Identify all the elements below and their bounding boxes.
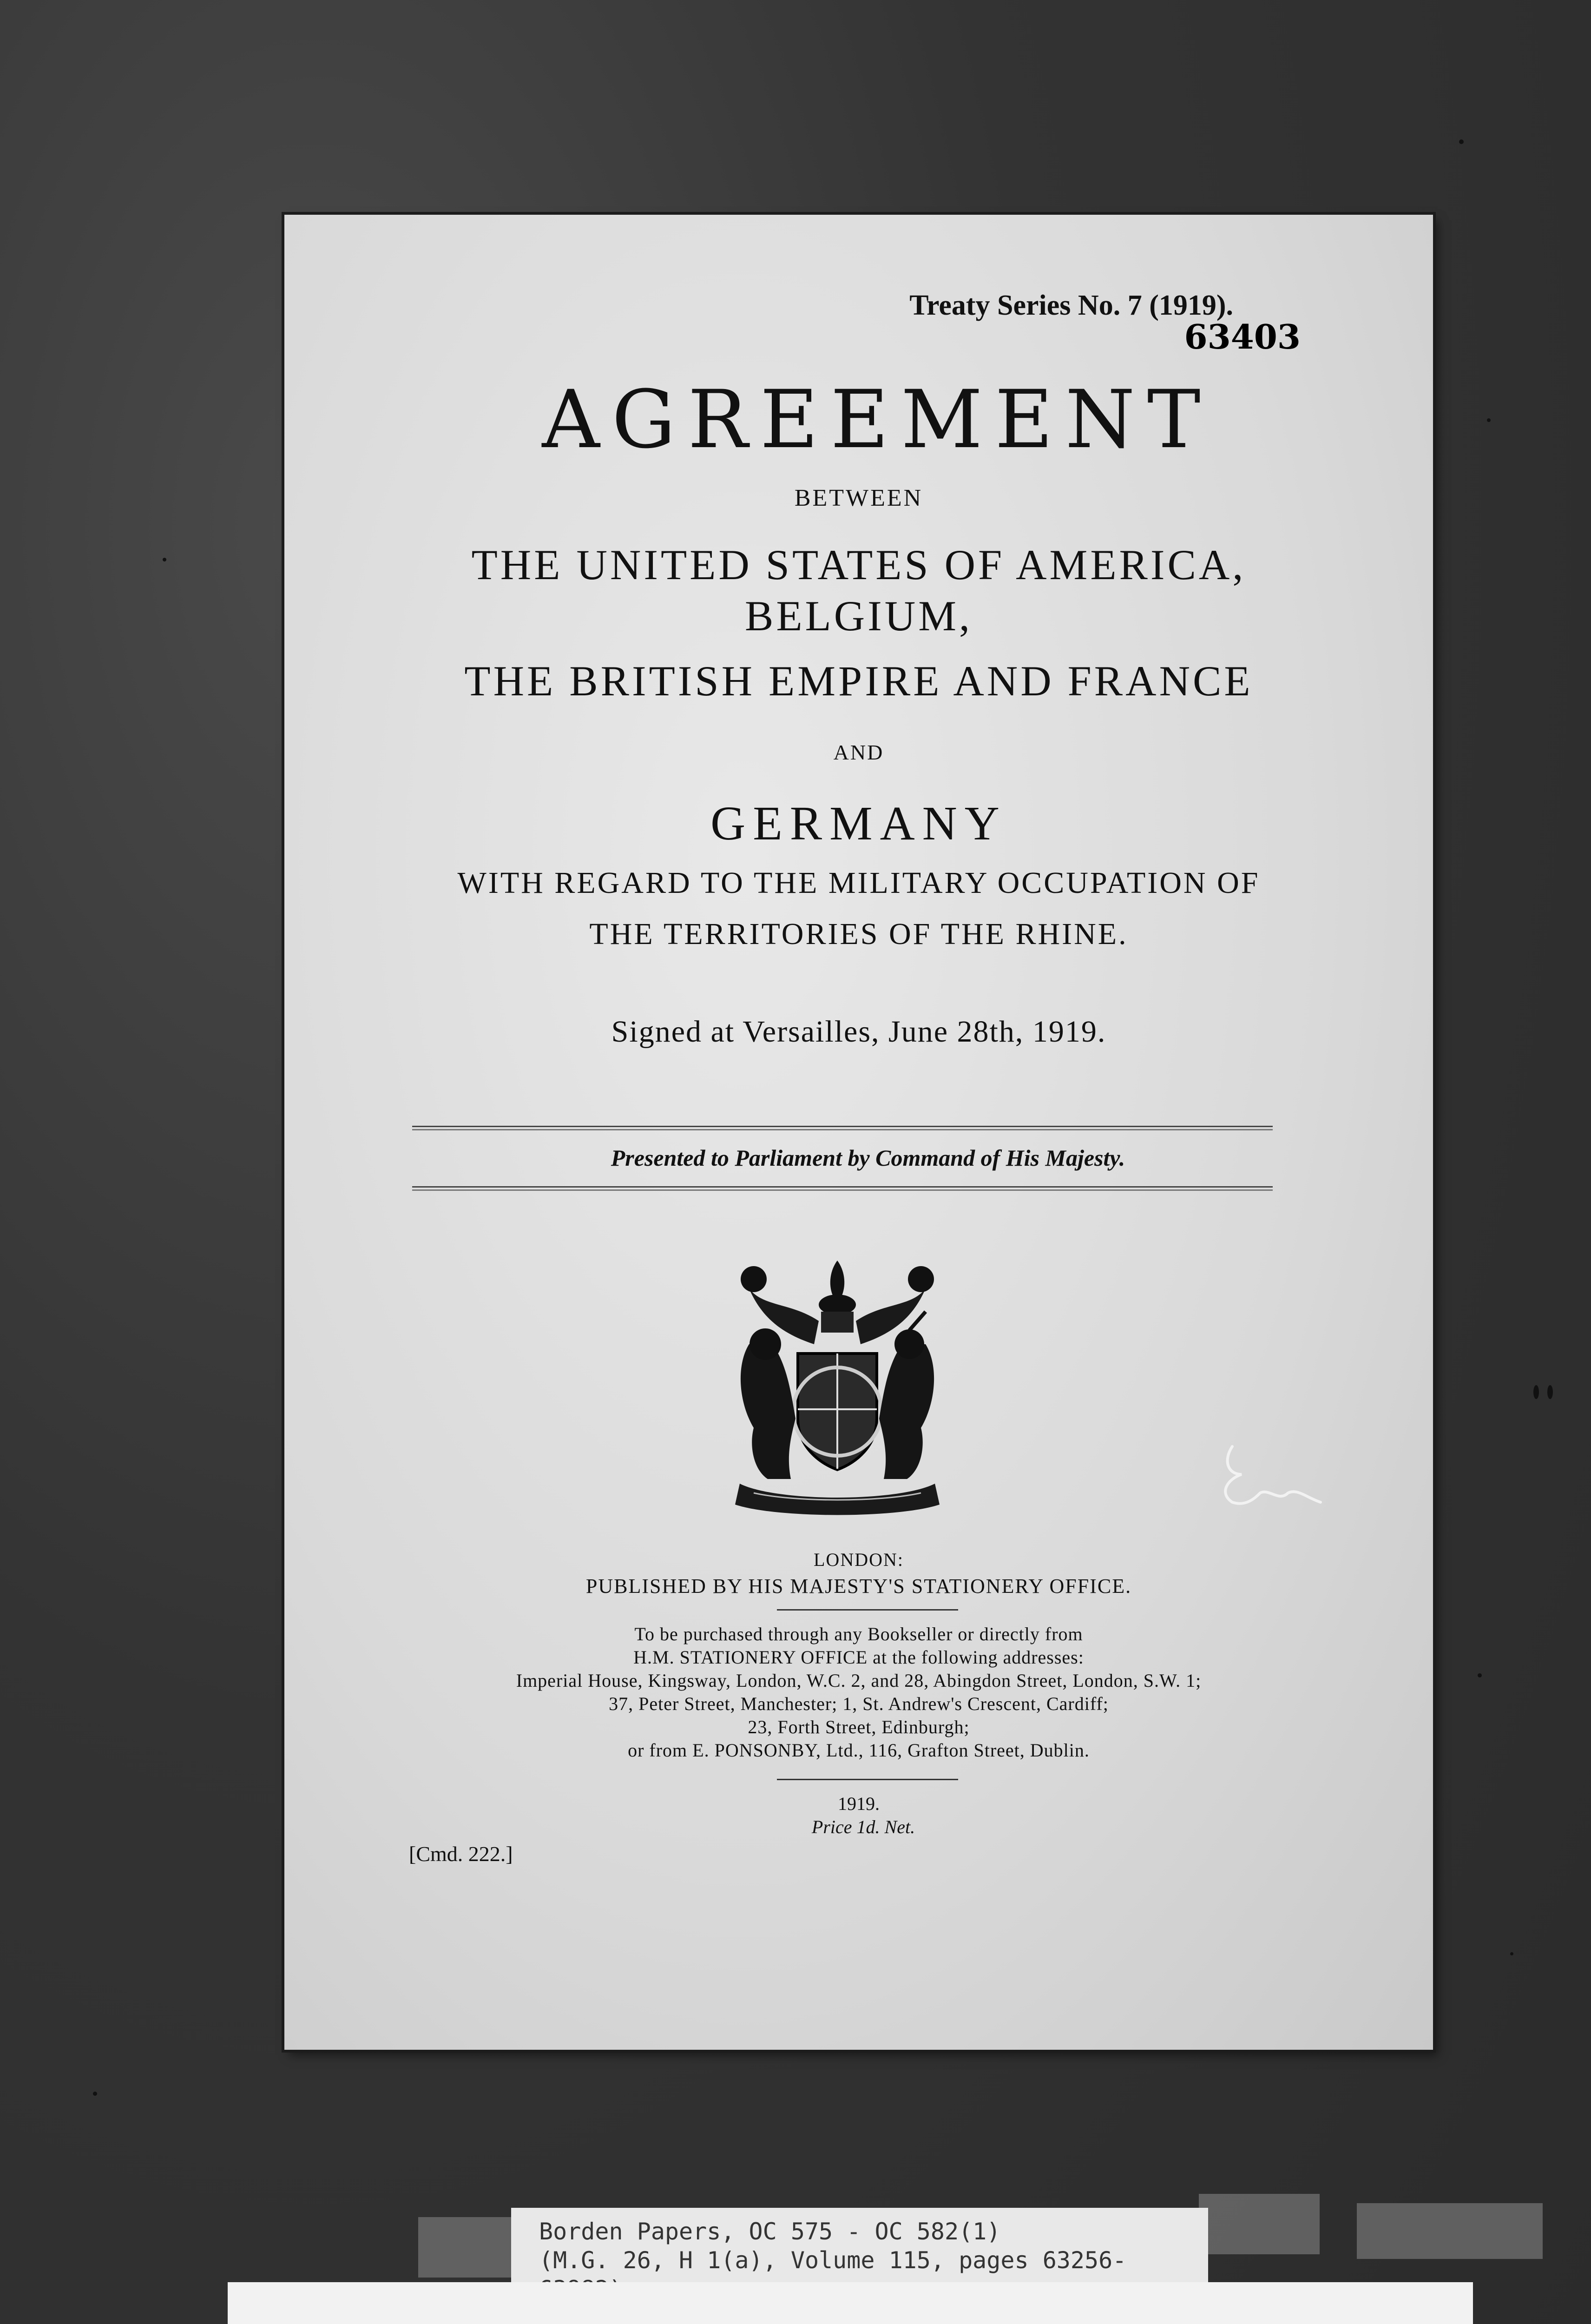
party-line-1: THE UNITED STATES OF AMERICA,	[471, 541, 1246, 588]
price-line: Price 1d. Net.	[811, 1816, 915, 1837]
publisher-line: PUBLISHED BY HIS MAJESTY'S STATIONERY OFFICE.	[585, 1575, 1132, 1598]
stamped-page-number: 63403	[1184, 317, 1301, 357]
double-rule-top	[412, 1126, 1273, 1130]
and-label: AND	[833, 740, 884, 764]
archive-reference-label	[511, 2208, 1208, 2287]
presented-line: Presented to Parliament by Command of His Majesty.	[611, 1145, 1125, 1171]
label-line-2: (M.G. 26, H 1(a), Volume 115, pages 63256-	[539, 2247, 1127, 2274]
background-speckle	[1487, 418, 1491, 422]
address-line: Imperial House, Kingsway, London, W.C. 2, and 28, Abingdon Street, London, S.W. 1;	[516, 1670, 1202, 1691]
address-line: H.M. STATIONERY OFFICE at the following addresses:	[633, 1647, 1084, 1668]
document-title: AGREEMENT	[542, 373, 1213, 466]
signed-line: Signed at Versailles, June 28th, 1919.	[611, 1015, 1106, 1049]
royal-coat-of-arms-icon	[721, 1251, 953, 1521]
tape-strip	[418, 2217, 525, 2278]
subject-line-1: WITH REGARD TO THE MILITARY OCCUPATION OF	[457, 866, 1260, 900]
party-line-2: BELGIUM,	[744, 592, 973, 640]
between-label: BETWEEN	[794, 485, 923, 511]
handwritten-pencil-mark	[1214, 1442, 1335, 1516]
tape-strip	[1199, 2194, 1320, 2254]
document-page	[284, 215, 1433, 2050]
background-speckle	[1510, 1952, 1513, 1955]
background-speckle	[1533, 1385, 1539, 1399]
background-speckle	[93, 2092, 97, 2096]
background-speckle	[1459, 139, 1464, 144]
archive-card	[228, 2282, 1473, 2324]
short-rule-bottom	[777, 1779, 958, 1780]
address-line: 37, Peter Street, Manchester; 1, St. Andrew's Crescent, Cardiff;	[609, 1693, 1109, 1714]
publication-year: 1919.	[838, 1793, 880, 1814]
subject-line-2: THE TERRITORIES OF THE RHINE.	[589, 917, 1128, 951]
background-speckle	[163, 558, 166, 561]
treaty-series-number: Treaty Series No. 7 (1919).	[909, 290, 1233, 321]
address-line: 23, Forth Street, Edinburgh;	[748, 1717, 970, 1737]
background-speckle	[1547, 1385, 1553, 1399]
double-rule-bottom	[412, 1186, 1273, 1191]
germany-heading: GERMANY	[710, 797, 1007, 850]
london-label: LONDON:	[814, 1549, 904, 1570]
command-number: [Cmd. 222.]	[409, 1842, 513, 1866]
party-line-3: THE BRITISH EMPIRE AND FRANCE	[464, 657, 1253, 705]
background-speckle	[1478, 1673, 1482, 1677]
address-line: or from E. PONSONBY, Ltd., 116, Grafton Street, Dublin.	[628, 1740, 1090, 1761]
short-rule-top	[777, 1609, 958, 1611]
label-line-1: Borden Papers, OC 575 - OC 582(1)	[539, 2218, 1001, 2245]
address-line: To be purchased through any Bookseller or directly from	[634, 1624, 1083, 1644]
tape-strip	[1357, 2203, 1543, 2259]
